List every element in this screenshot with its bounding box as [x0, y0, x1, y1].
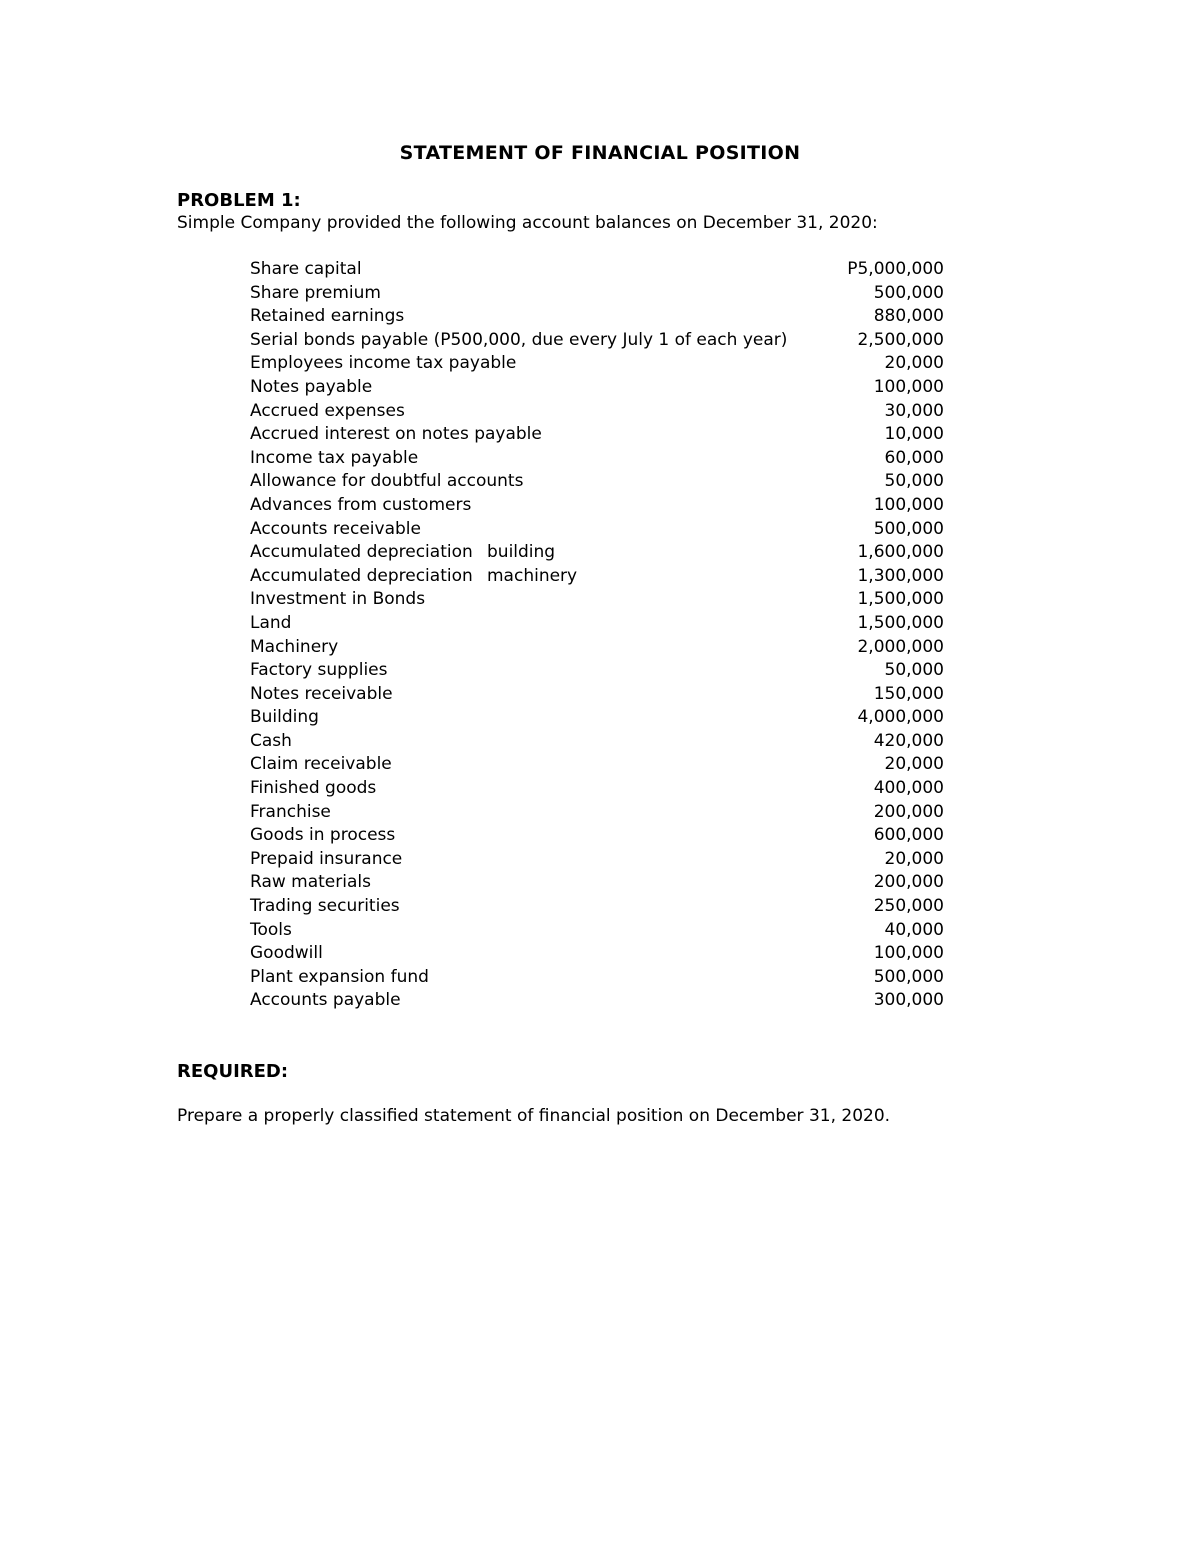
account-name: Share premium: [250, 282, 381, 303]
required-text: Prepare a properly classified statement of financial position on December 31, 2020.: [177, 1106, 891, 1126]
account-amount: 500,000: [873, 282, 944, 303]
account-row: [250, 636, 944, 660]
account-name: Claim receivable: [250, 754, 392, 775]
account-row: [250, 942, 944, 966]
account-row: [250, 989, 944, 1013]
account-name: Plant expansion fund: [250, 966, 429, 987]
account-name: Accumulated depreciation: [250, 542, 473, 563]
account-row: [250, 376, 944, 400]
account-row: [250, 871, 944, 895]
account-row: [250, 919, 944, 943]
account-row: [250, 683, 944, 707]
account-name: Accounts payable: [250, 990, 401, 1011]
account-name: Advances from customers: [250, 494, 472, 515]
account-name: Cash: [250, 730, 292, 751]
account-amount: P5,000,000: [847, 259, 944, 279]
account-row: [250, 824, 944, 848]
account-name: Building: [250, 707, 319, 728]
account-row: [250, 282, 944, 306]
account-name: Accounts receivable: [250, 518, 421, 539]
account-amount: 200,000: [873, 801, 944, 822]
account-amount: 10,000: [884, 424, 944, 445]
account-amount: 50,000: [884, 660, 944, 681]
account-row: [250, 258, 944, 282]
account-row: [250, 470, 944, 494]
account-name: Notes receivable: [250, 683, 393, 704]
account-row: [250, 659, 944, 683]
account-name: Serial bonds payable (P500,000, due every July 1 of each year): [250, 329, 788, 350]
account-name: Allowance for doubtful accounts: [250, 471, 524, 492]
account-amount: 400,000: [873, 778, 944, 799]
account-amount: 1,300,000: [857, 565, 944, 586]
account-name: Franchise: [250, 801, 331, 822]
account-amount: 300,000: [873, 990, 944, 1011]
account-row: [250, 777, 944, 801]
account-amount: 50,000: [884, 471, 944, 492]
account-name: Employees income tax payable: [250, 353, 517, 374]
account-amount: 200,000: [873, 872, 944, 893]
account-name: Tools: [250, 919, 292, 940]
account-amount: 250,000: [873, 896, 944, 917]
account-name: Raw materials: [250, 872, 371, 893]
account-amount: 2,500,000: [857, 329, 944, 350]
account-name: Retained earnings: [250, 306, 405, 327]
account-amount: 500,000: [873, 966, 944, 987]
problem-heading: PROBLEM 1:: [177, 190, 301, 211]
account-row: [250, 494, 944, 518]
account-amount: 20,000: [884, 848, 944, 869]
account-balances-list: [250, 258, 944, 1013]
account-amount: 1,500,000: [857, 589, 944, 610]
account-amount: 500,000: [873, 518, 944, 539]
account-amount: 20,000: [884, 754, 944, 775]
account-subtype: building: [487, 542, 556, 563]
account-name: Trading securities: [250, 896, 400, 917]
account-amount: 40,000: [884, 919, 944, 940]
account-amount: 1,500,000: [857, 612, 944, 633]
account-amount: 150,000: [873, 683, 944, 704]
account-name: Share capital: [250, 259, 362, 279]
account-row: [250, 565, 944, 589]
account-name: Accumulated depreciation: [250, 565, 473, 586]
account-row: [250, 848, 944, 872]
account-row: [250, 612, 944, 636]
account-row: [250, 966, 944, 990]
account-row: [250, 753, 944, 777]
account-row: [250, 400, 944, 424]
account-row: [250, 329, 944, 353]
account-amount: 880,000: [873, 306, 944, 327]
account-row: [250, 352, 944, 376]
account-row: [250, 447, 944, 471]
account-name: Investment in Bonds: [250, 589, 426, 610]
account-name: Factory supplies: [250, 660, 388, 681]
account-amount: 100,000: [873, 494, 944, 515]
account-row: [250, 706, 944, 730]
account-name: Accrued expenses: [250, 400, 405, 421]
account-amount: 30,000: [884, 400, 944, 421]
required-heading: REQUIRED:: [177, 1061, 289, 1082]
account-amount: 20,000: [884, 353, 944, 374]
account-amount: 100,000: [873, 376, 944, 397]
account-name: Income tax payable: [250, 447, 419, 468]
account-row: [250, 801, 944, 825]
account-amount: 100,000: [873, 943, 944, 964]
account-row: [250, 588, 944, 612]
account-name: Land: [250, 612, 292, 633]
problem-intro: Simple Company provided the following account balances on December 31, 2020:: [177, 213, 878, 233]
account-name: Machinery: [250, 636, 339, 657]
document-title: STATEMENT OF FINANCIAL POSITION: [399, 142, 801, 164]
account-amount: 60,000: [884, 447, 944, 468]
account-amount: 420,000: [873, 730, 944, 751]
account-amount: 600,000: [873, 825, 944, 846]
account-row: [250, 541, 944, 565]
account-row: [250, 423, 944, 447]
account-name: Goods in process: [250, 825, 396, 846]
account-row: [250, 895, 944, 919]
account-row: [250, 518, 944, 542]
account-amount: 2,000,000: [857, 636, 944, 657]
account-name: Notes payable: [250, 376, 373, 397]
account-row: [250, 305, 944, 329]
account-name: Goodwill: [250, 943, 323, 964]
account-row: [250, 730, 944, 754]
account-amount: 1,600,000: [857, 542, 944, 563]
account-name: Prepaid insurance: [250, 848, 403, 869]
account-subtype: machinery: [487, 565, 578, 586]
account-amount: 4,000,000: [857, 707, 944, 728]
account-name: Accrued interest on notes payable: [250, 424, 542, 445]
account-name: Finished goods: [250, 778, 377, 799]
